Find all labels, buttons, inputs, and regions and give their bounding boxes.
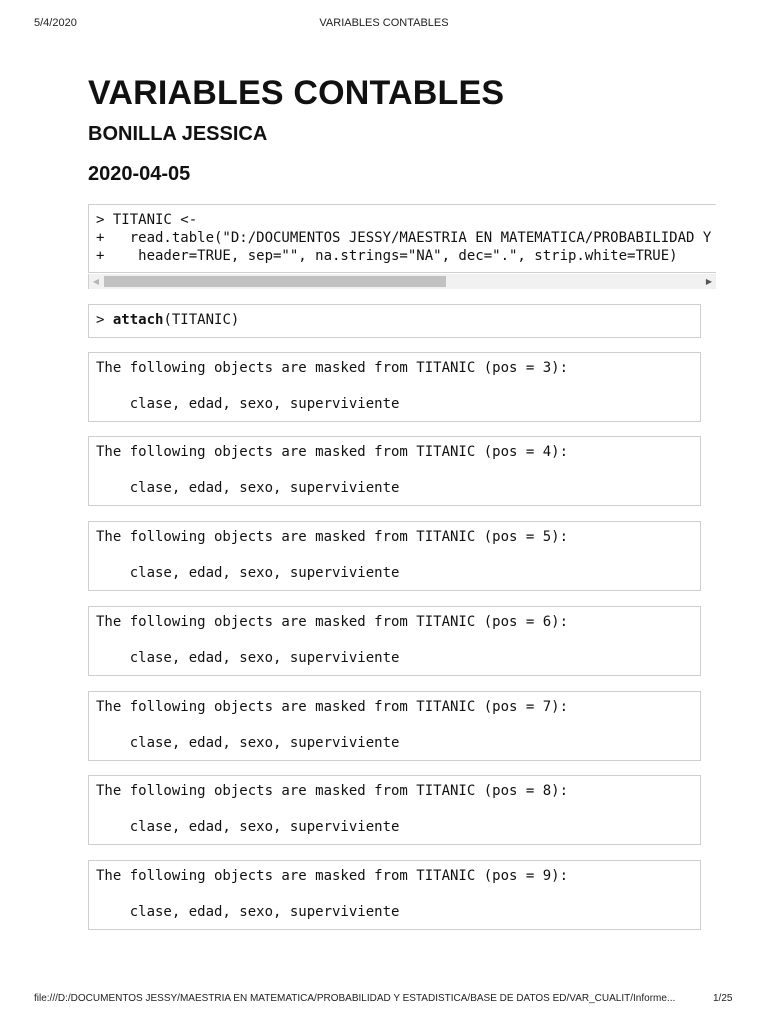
- output-line: clase, edad, sexo, superviviente: [96, 819, 400, 835]
- code-prompt: >: [96, 312, 113, 328]
- output-line: The following objects are masked from TITANIC (pos = 4):: [96, 444, 569, 460]
- output-line: The following objects are masked from TITANIC (pos = 6):: [96, 614, 569, 630]
- output-line: The following objects are masked from TITANIC (pos = 8):: [96, 783, 569, 799]
- output-line: clase, edad, sexo, superviviente: [96, 650, 400, 666]
- code-args: (TITANIC): [163, 312, 240, 328]
- output-line: clase, edad, sexo, superviviente: [96, 480, 400, 496]
- scroll-right-arrow-icon[interactable]: ▶: [705, 277, 713, 286]
- output-line: The following objects are masked from TITANIC (pos = 7):: [96, 699, 569, 715]
- print-footer-page-number: 1/25: [713, 993, 733, 1004]
- output-block: [88, 606, 701, 676]
- output-block: [88, 436, 701, 506]
- document-date: 2020-04-05: [88, 163, 191, 185]
- output-line: The following objects are masked from TITANIC (pos = 9):: [96, 868, 569, 884]
- output-block: [88, 775, 701, 845]
- document-author: BONILLA JESSICA: [88, 123, 268, 145]
- code-block-attach: [88, 304, 701, 338]
- output-block: [88, 860, 701, 930]
- output-line: clase, edad, sexo, superviviente: [96, 396, 400, 412]
- output-line: clase, edad, sexo, superviviente: [96, 904, 400, 920]
- output-line: The following objects are masked from TITANIC (pos = 5):: [96, 529, 569, 545]
- code-function: attach: [112, 312, 164, 328]
- output-block: [88, 691, 701, 761]
- output-line: clase, edad, sexo, superviviente: [96, 735, 400, 751]
- output-line: The following objects are masked from TITANIC (pos = 3):: [96, 360, 569, 376]
- print-footer-path: file:///D:/DOCUMENTOS JESSY/MAESTRIA EN MATEMATICA/PROBABILIDAD Y ESTADISTICA/BASE DE DATOS ED/VAR_CUALIT/Informe...: [34, 993, 676, 1004]
- code-line: + header=TRUE, sep="", na.strings="NA", dec=".", strip.white=TRUE): [96, 248, 678, 264]
- print-header-date: 5/4/2020: [34, 17, 77, 29]
- code-line: > TITANIC <-: [96, 212, 198, 228]
- horizontal-scrollbar[interactable]: [88, 274, 716, 289]
- print-header-title: VARIABLES CONTABLES: [319, 17, 449, 29]
- code-block-read-table: [88, 204, 716, 273]
- output-line: clase, edad, sexo, superviviente: [96, 565, 400, 581]
- scroll-left-arrow-icon[interactable]: ◀: [92, 277, 100, 286]
- output-block: [88, 521, 701, 591]
- output-block: [88, 352, 701, 422]
- document-title: VARIABLES CONTABLES: [88, 74, 505, 112]
- code-line: + read.table("D:/DOCUMENTOS JESSY/MAESTRIA EN MATEMATICA/PROBABILIDAD Y: [96, 230, 712, 246]
- scrollbar-thumb[interactable]: [104, 276, 446, 287]
